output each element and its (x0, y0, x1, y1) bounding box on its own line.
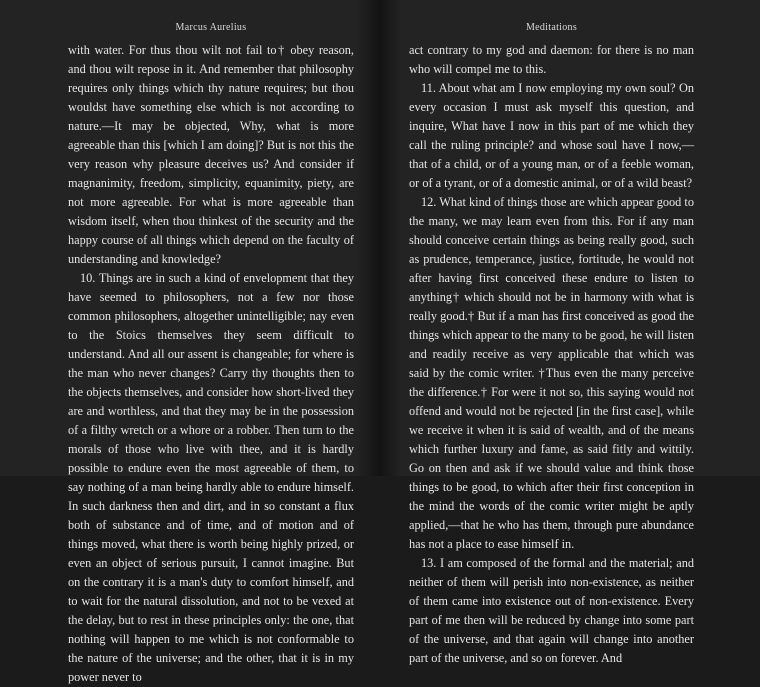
right-page[interactable] (380, 0, 760, 665)
paragraph: 11. About what am I now employing my own soul? On every occasion I must ask myself this question, and inquire, What have I now in this part of me which they call the ruling principle? and whose soul have I now,—that of a child, or of a young man, or of a feeble woman, or of a tyrant, or of a domestic animal, or of a wild beast? (409, 81, 694, 190)
paragraph: with water. For thus thou wilt not fail to† obey reason, and thou wilt repose in it. And remember that philosophy requires only things which thy nature requires; but thou wouldst have something else which is not according to nature.—It may be objected, Why, what is more agreeable than this [which I am doing]? But is not this the very reason why pleasure deceives us? And consider if magnanimity, freedom, simplicity, equanimity, piety, are not more agreeable. For what is more agreeable than wisdom itself, when thou thinkest of the security and the happy course of all things which depend on the faculty of understanding and knowledge? (68, 43, 354, 266)
paragraph: act contrary to my god and daemon: for there is no man who will compel me to this. (409, 43, 694, 76)
left-page-text (68, 41, 354, 687)
running-head-left: Marcus Aurelius (175, 22, 247, 33)
paragraph: 12. What kind of things those are which appear good to the many, we may learn even from this. For if any man should conceive certain things as being really good, such as prudence, temperance, justice, fortitude, he would not after having first conceived these endure to listen to anything† which should not be in harmony with what is really good.† But if a man has first conceived as good the things which appear to the many to be good, he will listen and readily receive as very applicable that which was said by the comic writer. †Thus even the many perceive the difference.† For were it not so, this saying would not offend and would not be rejected [in the first case], while we receive it when it is said of wealth, and of the means which further luxury and fame, as said fitly and wittily. Go on then and ask if we should value and think those things to be good, to which after their first conception in the mind the words of the comic writer might be aptly applied,—that he who has them, through pure abundance has not a place to ease himself in. (409, 195, 694, 551)
right-page-text (409, 41, 694, 668)
spine-shadow (380, 0, 402, 476)
paragraph: 13. I am composed of the formal and the material; and neither of them will perish into non-existence, as neither of them came into existence out of non-existence. Every part of me then will be reduced by change into some part of the universe, and that again will change into another part of the universe, and so on forever. And (409, 556, 694, 665)
running-head-right: Meditations (525, 22, 578, 33)
spine-shadow (356, 0, 380, 476)
left-page[interactable] (0, 0, 380, 684)
paragraph: 10. Things are in such a kind of envelopment that they have seemed to philosophers, not a few nor those common philosophers, altogether unintelligible; nay even to the Stoics themselves they seem difficult to understand. And all our assent is changeable; for where is the man who never changes? Carry thy thoughts then to the objects themselves, and consider how short-lived they are and worthless, and that they may be in the possession of a filthy wretch or a whore or a robber. Then turn to the morals of those who live with thee, and it is hardly possible to endure even the most agreeable of them, to say nothing of a man being hardly able to endure himself. In such darkness then and dirt, and in so constant a flux both of substance and of time, and of motion and of things moved, what there is worth being highly prized, or even an object of serious pursuit, I cannot imagine. But on the contrary it is a man's duty to comfort himself, and to wait for the natural dissolution, and not to be vexed at the delay, but to rest in these principles only: the one, that nothing will happen to me which is not conformable to the nature of the universe; and the other, that it is in my power never to (68, 271, 354, 684)
